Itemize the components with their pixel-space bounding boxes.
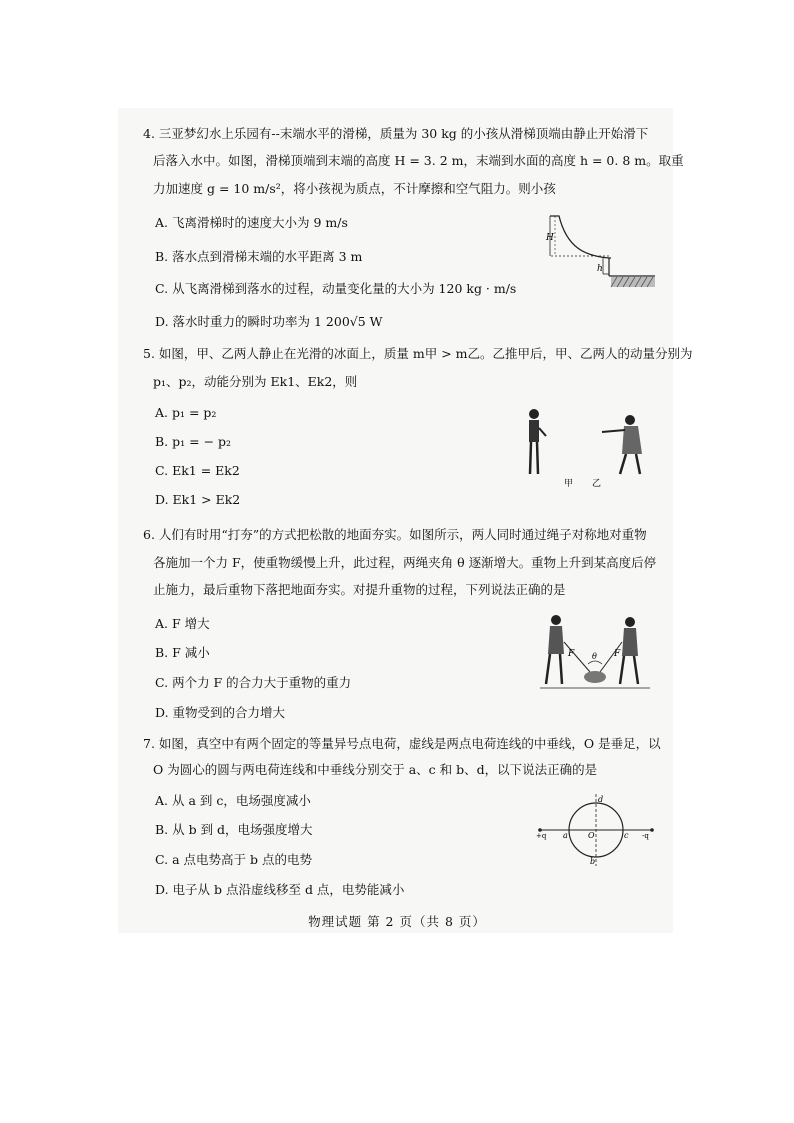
label-c: c [624, 831, 629, 840]
question-6-option-b: B. F 减小 [155, 645, 210, 660]
question-4-option-d: D. 落水时重力的瞬时功率为 1 200√5 W [155, 314, 383, 329]
question-4-line-3: 力加速度 g = 10 m/s²，将小孩视为质点，不计摩擦和空气阻力。则小孩 [153, 181, 556, 196]
label-a: a [563, 831, 568, 840]
label-plus-q: +q [536, 832, 547, 840]
question-7-line-2: O 为圆心的圆与两电荷连线和中垂线分别交于 a、c 和 b、d，以下说法正确的是 [153, 762, 598, 777]
skaters-figure [516, 404, 656, 490]
question-6-line-3: 止施力，最后重物下落把地面夯实。对提升重物的过程，下列说法正确的是 [153, 582, 566, 597]
question-6-option-c: C. 两个力 F 的合力大于重物的重力 [155, 675, 352, 690]
question-4-line-1: 4. 三亚梦幻水上乐园有--末端水平的滑梯，质量为 30 kg 的小孩从滑梯顶端由静止开始滑下 [143, 126, 649, 141]
question-6-line-2: 各施加一个力 F，使重物缓慢上升，此过程，两绳夹角 θ 逐渐增大。重物上升到某高度后停 [153, 555, 657, 570]
label-minus-q: -q [642, 832, 649, 840]
label-jia: 甲 [564, 479, 574, 489]
label-d: d [598, 795, 604, 804]
question-7-option-b: B. 从 b 到 d，电场强度增大 [155, 822, 313, 837]
label-theta: θ [592, 652, 597, 661]
question-5-option-d: D. Ek1 > Ek2 [155, 492, 241, 507]
question-4-option-c: C. 从飞离滑梯到落水的过程，动量变化量的大小为 120 kg · m/s [155, 281, 517, 296]
page-footer: 物理试题 第 2 页（共 8 页） [308, 914, 486, 929]
label-b: b [590, 857, 596, 866]
question-5-line-2: p₁、p₂，动能分别为 Ek1、Ek2，则 [153, 374, 358, 389]
question-7-option-c: C. a 点电势高于 b 点的电势 [155, 852, 312, 867]
label-O: O [588, 831, 595, 840]
charges-figure [534, 790, 658, 870]
question-5-option-b: B. p₁ = − p₂ [155, 434, 232, 449]
label-F-right: F [614, 649, 621, 659]
question-7-option-d: D. 电子从 b 点沿虚线移至 d 点，电势能减小 [155, 882, 405, 897]
question-7-line-1: 7. 如图，真空中有两个固定的等量异号点电荷，虚线是两点电荷连线的中垂线，O 是垂足，以 [143, 736, 661, 751]
slide-figure [545, 208, 660, 296]
question-6-option-d: D. 重物受到的合力增大 [155, 705, 286, 720]
question-6-line-1: 6. 人们有时用“打夯”的方式把松散的地面夯实。如图所示，两人同时通过绳子对称地对重物 [143, 527, 647, 542]
question-4-option-b: B. 落水点到滑梯末端的水平距离 3 m [155, 249, 363, 264]
label-h: h [597, 264, 603, 274]
question-4-option-a: A. 飞离滑梯时的速度大小为 9 m/s [155, 215, 348, 230]
question-6-option-a: A. F 增大 [155, 616, 210, 631]
label-F-left: F [568, 649, 575, 659]
tamping-figure [540, 612, 652, 692]
label-H: H [546, 233, 554, 243]
question-5-option-a: A. p₁ = p₂ [155, 405, 217, 420]
question-7-option-a: A. 从 a 到 c，电场强度减小 [155, 793, 311, 808]
question-5-line-1: 5. 如图，甲、乙两人静止在光滑的冰面上，质量 m甲 > m乙。乙推甲后，甲、乙两人的动量分别为 [143, 346, 693, 361]
question-4-line-2: 后落入水中。如图，滑梯顶端到末端的高度 H = 3. 2 m，末端到水面的高度 h = 0. 8 m。取重 [153, 153, 684, 168]
question-5-option-c: C. Ek1 = Ek2 [155, 463, 240, 478]
label-yi: 乙 [592, 479, 602, 489]
